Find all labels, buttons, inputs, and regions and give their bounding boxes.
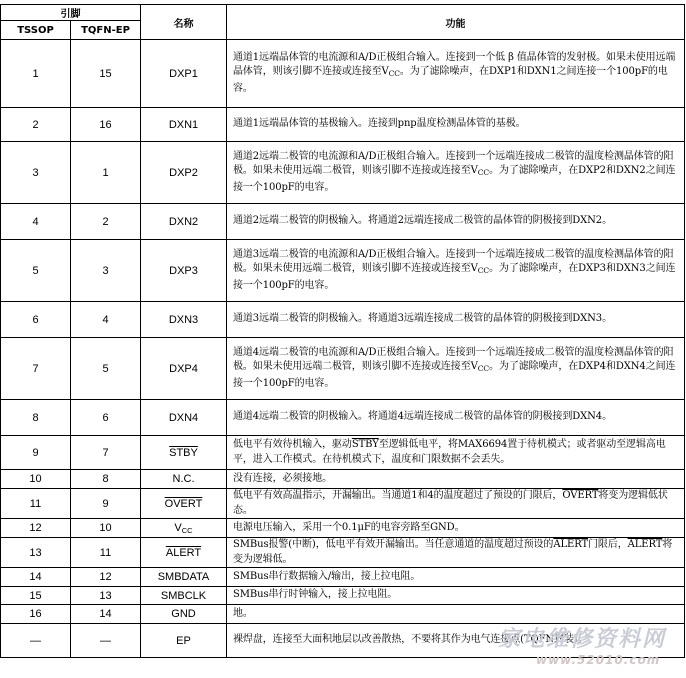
pin-name: [141, 142, 227, 204]
function-text: SMBus报警(中断)，低电平有效开漏输出。当任意通道的温度超过预设的: [233, 539, 554, 550]
pin-name-text: EP: [176, 634, 191, 647]
pin-name: [141, 538, 227, 568]
function-text: SMBus串行时钟输入，接上拉电阻。: [233, 589, 398, 601]
pin-name-text: SMBDATA: [157, 571, 210, 583]
tssop-pin: 4: [1, 204, 71, 240]
pin-name: [141, 338, 227, 400]
pin-name: [141, 470, 227, 489]
tssop-pin: 7: [1, 338, 71, 400]
pin-row: [1, 40, 685, 108]
pin-name: [141, 108, 227, 142]
pin-name: [141, 204, 227, 240]
pin-name: [141, 568, 227, 587]
pin-function: [227, 436, 685, 470]
pin-function: [227, 605, 685, 624]
pin-function: [227, 624, 685, 658]
overline-signal: STBY: [351, 439, 379, 450]
function-header: 功能: [227, 5, 685, 40]
pin-function: [227, 470, 685, 489]
function-text: 通道3远端二极管的阴极输入。将通道3远端连接成二极管的晶体管的阴极接到DXN3。: [233, 313, 612, 325]
tssop-pin: 3: [1, 142, 71, 204]
pin-name-text: V: [174, 521, 182, 534]
pin-row: [1, 204, 685, 240]
pin-name-text: DXP1: [169, 67, 198, 80]
subscript-text: CC: [477, 168, 490, 178]
function-text: 低电平有效高温指示，开漏输出。当通道1和4的温度超过了预设的门限后，: [233, 490, 563, 501]
pin-name-text: DXN1: [168, 118, 199, 131]
pin-row: [1, 587, 685, 605]
pin-rows: [1, 40, 685, 658]
tqfn-pin: —: [71, 624, 141, 658]
pin-row: [1, 538, 685, 568]
function-text: 。为了滤除噪声，在DXP1和DXN1之间连接一个100pF的电容。: [233, 66, 668, 94]
function-text: 电源电压输入，采用一个0.1μF的电容旁路至GND。: [233, 521, 465, 533]
pin-row: [1, 142, 685, 204]
tqfn-pin: 4: [71, 302, 141, 338]
function-text: SMBus串行数据输入/输出，接上拉电阻。: [233, 570, 421, 582]
pin-row: [1, 108, 685, 142]
pin-name: [141, 240, 227, 302]
function-text: 。为了滤除噪声，在DXP4和DXN4之间连接一个100pF的电容。: [233, 361, 676, 389]
tssop-pin: 11: [1, 489, 71, 519]
function-text: 地。: [233, 607, 253, 619]
pin-name-text: GND: [171, 608, 196, 620]
pin-group-header: 引脚: [1, 5, 141, 21]
function-text: 通道1远端晶体管的电流源和A/D正极组合输入。连接到一个低 β 值晶体管的发射极。如果未使用远端晶体管，则该引脚不连接或连接至V: [233, 51, 676, 78]
pin-name-text: DXN3: [168, 313, 199, 326]
tssop-pin: 16: [1, 605, 71, 624]
tqfn-header: TQFN-EP: [71, 21, 141, 40]
pin-name-text: N.C.: [172, 473, 195, 485]
function-text: 。为了滤除噪声，在DXP2和DXN2之间连接一个100pF的电容。: [233, 165, 676, 193]
tqfn-pin: 15: [71, 40, 141, 108]
pin-name-subscript: CC: [181, 525, 193, 535]
pin-name-text: STBY: [169, 446, 198, 459]
function-text: 没有连接，必须接地。: [233, 472, 332, 484]
pin-name: [141, 400, 227, 436]
pin-function: [227, 519, 685, 538]
pin-name: [141, 605, 227, 624]
pin-row: [1, 302, 685, 338]
tssop-pin: 13: [1, 538, 71, 568]
subscript-text: CC: [477, 364, 490, 374]
tssop-pin: 10: [1, 470, 71, 489]
tqfn-pin: 6: [71, 400, 141, 436]
tqfn-pin: 16: [71, 108, 141, 142]
pin-row: [1, 519, 685, 538]
pin-function: [227, 108, 685, 142]
pin-name: [141, 40, 227, 108]
function-text: 至逻辑低电平，将MAX6694置于待机模式；或者驱动至逻辑高电平，进入工作模式。在待机模式下，温度和门限数据不会丢失。: [233, 439, 666, 465]
tqfn-pin: 13: [71, 587, 141, 605]
pin-name: [141, 302, 227, 338]
tqfn-pin: 9: [71, 489, 141, 519]
overline-signal: ALERT: [553, 539, 589, 550]
pin-row: [1, 470, 685, 489]
function-text: 通道4远端二极管的电流源和A/D正极组合输入。连接到一个远端连接成二极管的温度检测晶体管的阳极。如果未使用远端二极管，则该引脚不连接或连接至V: [233, 346, 674, 373]
pin-function: [227, 489, 685, 519]
watermark-line1: 家电维修资料网: [498, 627, 667, 652]
pin-name-text: DXP2: [169, 166, 198, 179]
pin-row: [1, 605, 685, 624]
pin-name-text: DXP4: [169, 362, 198, 375]
pin-name-text: DXN4: [168, 411, 199, 424]
pin-row: [1, 436, 685, 470]
pin-function: [227, 302, 685, 338]
watermark-line2: www.52010.com: [536, 653, 661, 667]
pin-name: [141, 489, 227, 519]
function-text: 裸焊盘，连接至大面积地层以改善散热，不要将其作为电气连接点(TQFN封装)。: [233, 634, 588, 646]
name-header: 名称: [141, 5, 227, 40]
tqfn-pin: 14: [71, 605, 141, 624]
pin-name: [141, 587, 227, 605]
tqfn-pin: 11: [71, 538, 141, 568]
tqfn-pin: 2: [71, 204, 141, 240]
tssop-pin: 5: [1, 240, 71, 302]
pin-name: [141, 519, 227, 538]
pin-function: [227, 142, 685, 204]
tqfn-pin: 3: [71, 240, 141, 302]
function-text: 通道1远端晶体管的基极输入。连接到pnp温度检测晶体管的基极。: [233, 118, 526, 130]
tssop-pin: 9: [1, 436, 71, 470]
function-text: 门限后，: [588, 539, 628, 550]
pin-name-text: DXN2: [168, 215, 199, 228]
pin-description-table: [0, 4, 685, 658]
pin-name-text: DXP3: [169, 264, 198, 277]
tqfn-pin: 10: [71, 519, 141, 538]
subscript-text: CC: [477, 266, 490, 276]
pin-row: [1, 240, 685, 302]
function-text: 将变为逻辑低。: [233, 539, 673, 565]
tssop-pin: 1: [1, 40, 71, 108]
pin-row: [1, 624, 685, 658]
pin-function: [227, 40, 685, 108]
pin-row: [1, 400, 685, 436]
pin-function: [227, 240, 685, 302]
pin-name: [141, 436, 227, 470]
function-text: 。为了滤除噪声，在DXP3和DXN3之间连接一个100pF的电容。: [233, 263, 676, 291]
tqfn-pin: 7: [71, 436, 141, 470]
pin-function: [227, 400, 685, 436]
function-text: 通道2远端二极管的电流源和A/D正极组合输入。连接到一个远端连接成二极管的温度检测晶体管的阳极。如果未使用远端二极管，则该引脚不连接或连接至V: [233, 150, 674, 177]
pin-function: [227, 204, 685, 240]
tssop-pin: 6: [1, 302, 71, 338]
pin-function: [227, 568, 685, 587]
overline-signal: ALERT: [627, 539, 663, 550]
function-text: 通道3远端二极管的电流源和A/D正极组合输入。连接到一个远端连接成二极管的温度检测晶体管的阳极。如果未使用远端二极管，则该引脚不连接或连接至V: [233, 248, 674, 275]
tssop-pin: 8: [1, 400, 71, 436]
pin-row: [1, 568, 685, 587]
tssop-pin: 14: [1, 568, 71, 587]
tqfn-pin: 5: [71, 338, 141, 400]
function-text: 将变为逻辑低状态。: [233, 490, 668, 516]
tssop-pin: 15: [1, 587, 71, 605]
function-text: 通道4远端二极管的阴极输入。将通道4远端连接成二极管的晶体管的阴极接到DXN4。: [233, 411, 612, 423]
subscript-text: CC: [388, 69, 400, 79]
tssop-header: TSSOP: [1, 21, 71, 40]
pin-name-text: OVERT: [164, 497, 203, 510]
pin-function: [227, 338, 685, 400]
pin-name-text: SMBCLK: [160, 589, 207, 602]
tssop-pin: 12: [1, 519, 71, 538]
tqfn-pin: 8: [71, 470, 141, 489]
pin-row: [1, 489, 685, 519]
pin-function: [227, 587, 685, 605]
tqfn-pin: 12: [71, 568, 141, 587]
tqfn-pin: 1: [71, 142, 141, 204]
pin-name-text: ALERT: [165, 546, 202, 559]
function-text: 通道2远端二极管的阴极输入。将通道2远端连接成二极管的晶体管的阴极接到DXN2。: [233, 215, 612, 227]
tssop-pin: 2: [1, 108, 71, 142]
tssop-pin: —: [1, 624, 71, 658]
pin-function: [227, 538, 685, 568]
pin-name: [141, 624, 227, 658]
overline-signal: OVERT: [562, 490, 599, 501]
pin-row: [1, 338, 685, 400]
function-text: 低电平有效待机输入，驱动: [233, 439, 352, 450]
